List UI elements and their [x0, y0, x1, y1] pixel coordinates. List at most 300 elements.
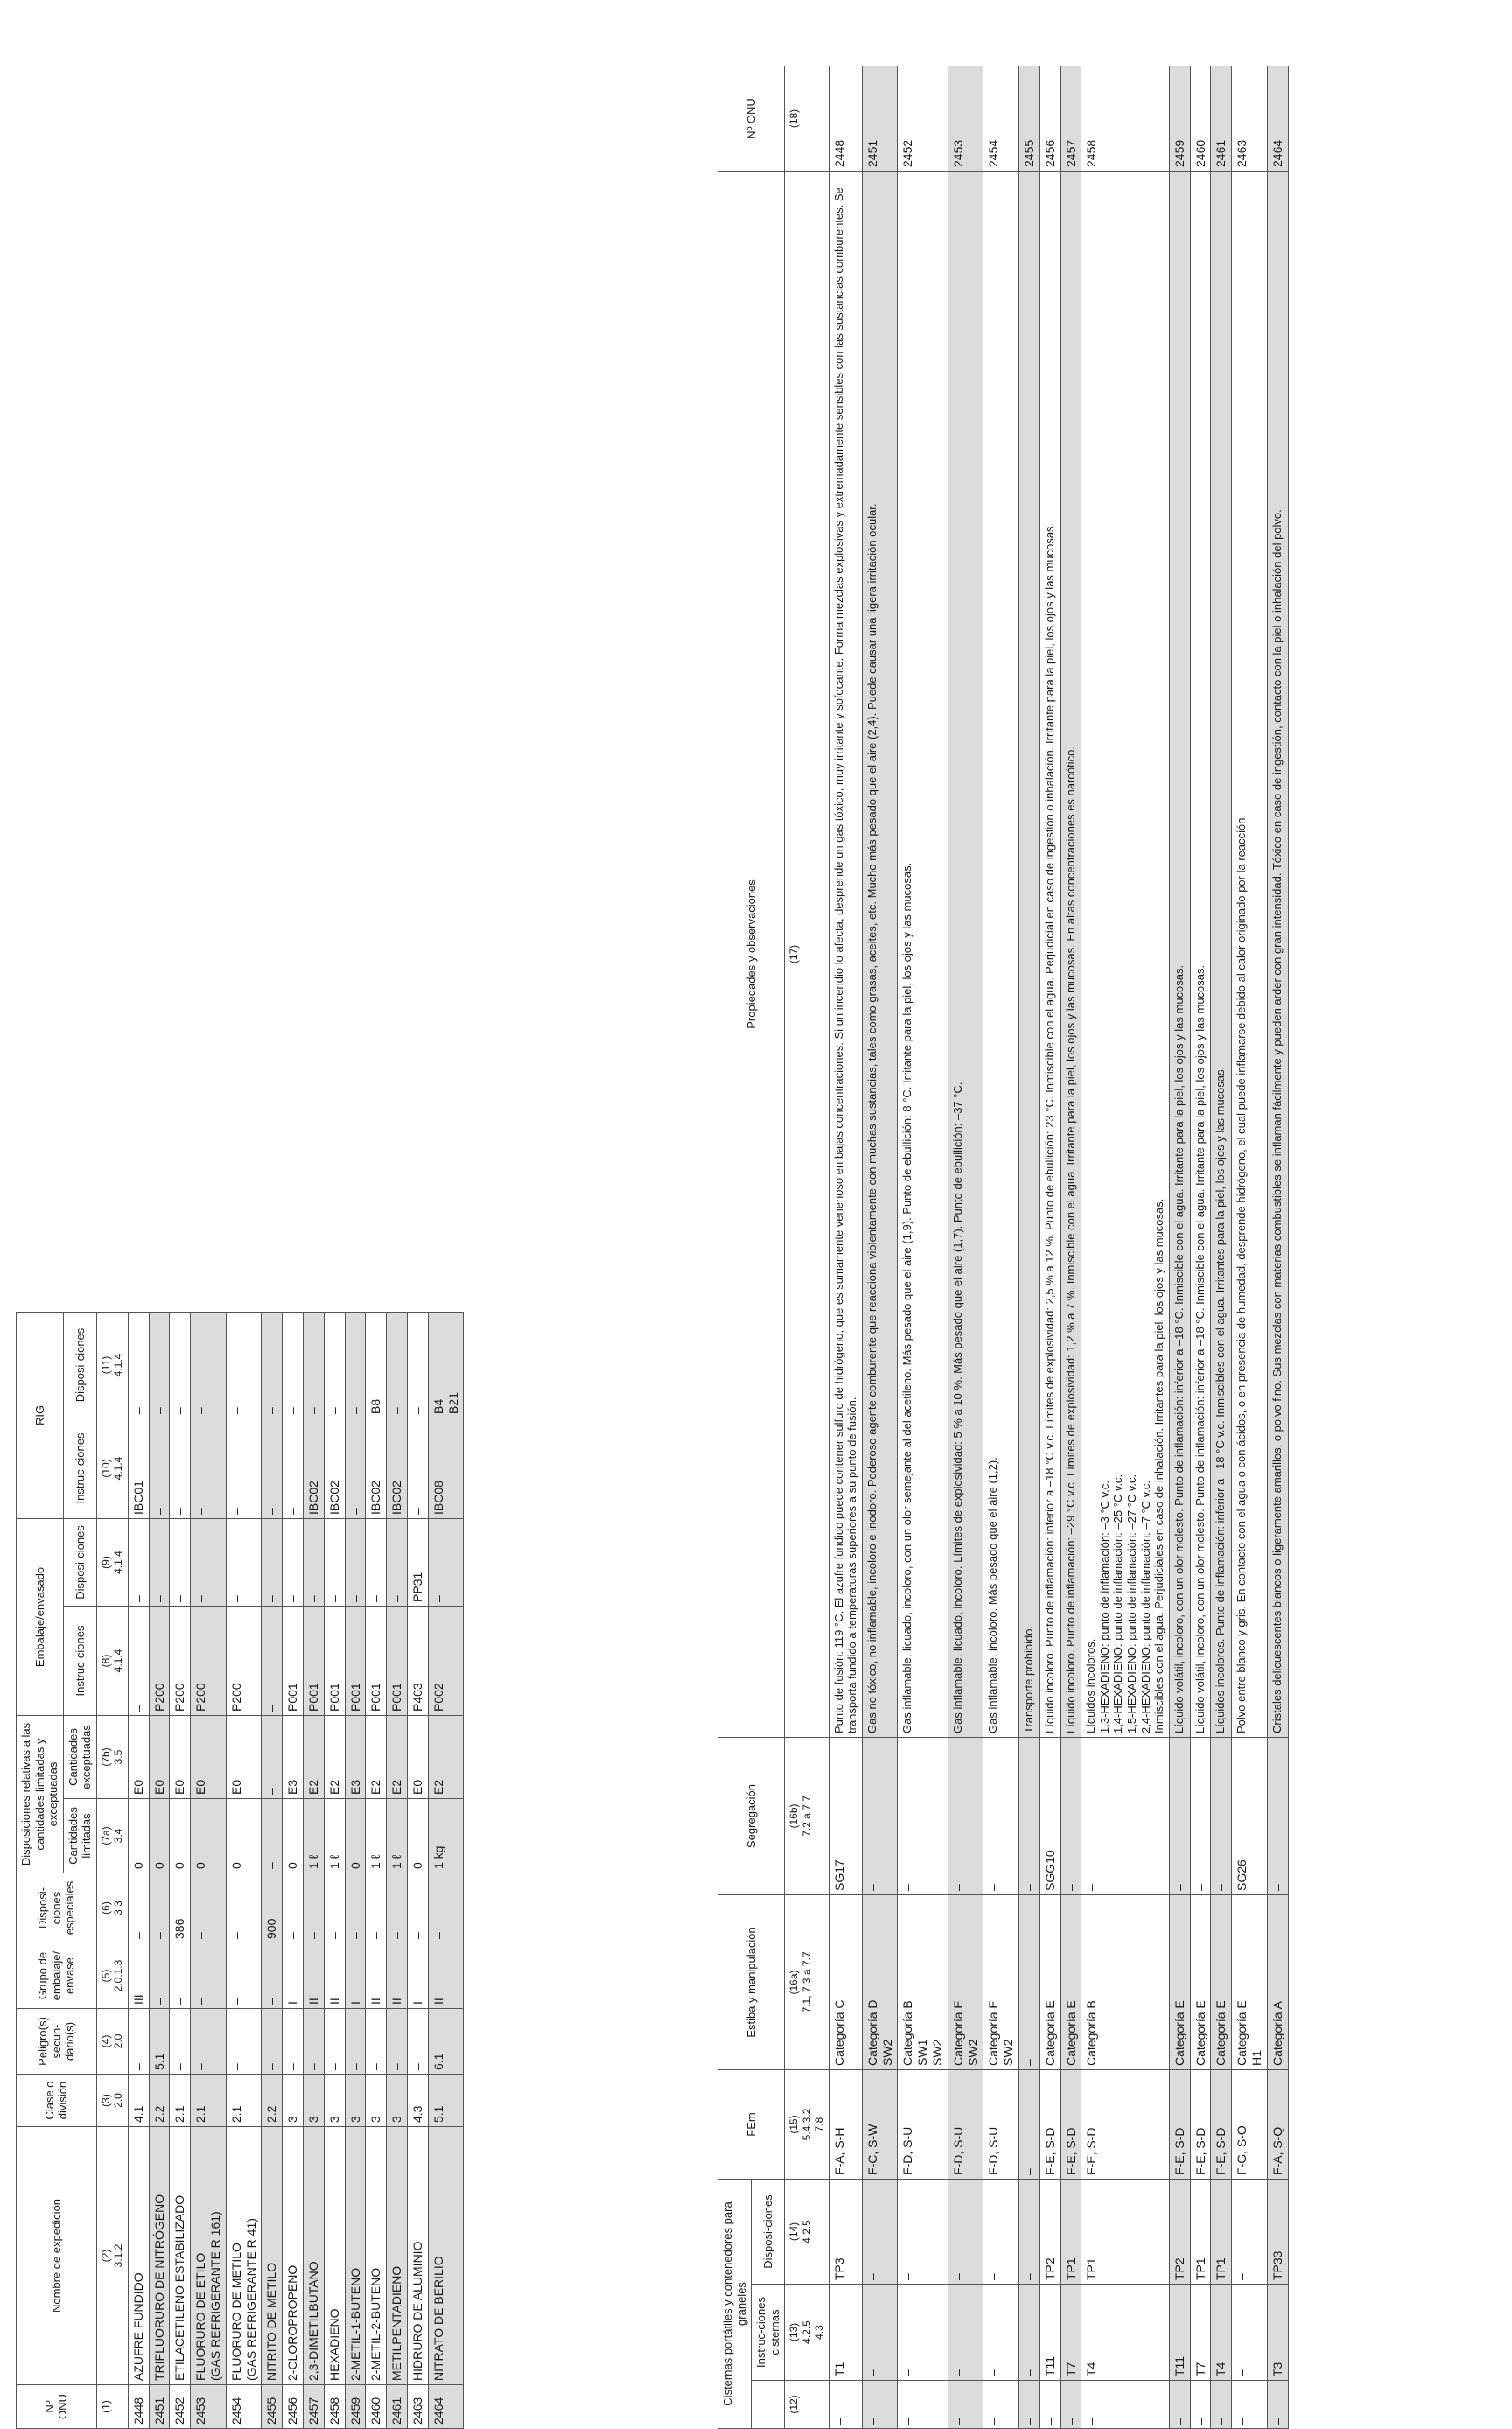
tank-provision-cell: –	[1018, 2179, 1040, 2284]
shipping-name-cell: FLUORURO DE METILO (GAS REFRIGERANTE R 41)	[226, 2127, 262, 2385]
ibc-instruction-cell: IBC02	[366, 1418, 387, 1518]
excepted-quantity-cell: E0	[149, 1715, 170, 1798]
header-cis-disposiciones: Disposi-ciones	[752, 2179, 785, 2284]
table-row	[366, 1312, 387, 2428]
excepted-quantity-cell: E2	[387, 1715, 408, 1798]
ems-cell: F-E, S-D	[1211, 2069, 1232, 2179]
tank-instruction-cell: T7	[1190, 2285, 1211, 2381]
excepted-quantity-cell: E3	[283, 1715, 304, 1798]
stowage-cell: Categoría E	[1211, 1894, 1232, 2069]
column-number: (11) 4.1.4	[96, 1312, 128, 1418]
ibc-provision-cell: B4 B21	[428, 1312, 464, 1418]
properties-cell: Gas no tóxico, no inflamable, incoloro e inodoro. Poderoso agente comburente que reacciona violentamente con muchas sustancias, tales como grasas, aceites, etc. Mucho más pesado que el aire (2,4). Puede causar una ligera irritación ocular.	[862, 171, 898, 1737]
class-cell: 3	[366, 2075, 387, 2127]
packing-instruction-cell: P001	[387, 1606, 408, 1715]
packing-provision-cell: –	[324, 1518, 345, 1606]
limited-quantity-cell: 0	[128, 1799, 149, 1873]
table-row	[1267, 66, 1288, 2428]
ibc-instruction-cell: –	[170, 1418, 191, 1518]
limited-quantity-cell: 0	[345, 1799, 366, 1873]
ibc-provision-cell: –	[191, 1312, 227, 1418]
column-number: (15) 5.4.3.2 7.8	[785, 2069, 829, 2179]
ems-cell: F-D, S-U	[984, 2069, 1019, 2179]
column-12-cell: –	[829, 2381, 862, 2429]
tank-instruction-cell: –	[984, 2285, 1019, 2381]
subsidiary-hazard-cell: –	[324, 2009, 345, 2075]
header-onu: Nº ONU	[718, 66, 785, 171]
table-row	[1082, 66, 1170, 2428]
special-provisions-cell: –	[283, 1873, 304, 1943]
onu-cell: 2451	[149, 2385, 170, 2429]
segregation-cell: –	[862, 1737, 898, 1894]
packing-provision-cell: –	[428, 1518, 464, 1606]
onu-cell: 2455	[1018, 66, 1040, 171]
header-cis-instrucciones: Instruc-ciones cisternas	[752, 2285, 785, 2381]
header-blank	[752, 2381, 785, 2429]
class-cell: 5.1	[428, 2075, 464, 2127]
ems-cell: F-E, S-D	[1082, 2069, 1170, 2179]
subsidiary-hazard-cell: –	[262, 2009, 283, 2075]
excepted-quantity-cell: E0	[407, 1715, 428, 1798]
shipping-name-cell: 2-CLOROPROPENO	[283, 2127, 304, 2385]
column-12-cell: –	[1169, 2381, 1190, 2429]
subsidiary-hazard-cell: –	[128, 2009, 149, 2075]
stowage-cell: Categoría B SW1 SW2	[898, 1894, 948, 2069]
onu-cell: 2459	[345, 2385, 366, 2429]
packing-group-cell: III	[128, 1943, 149, 2009]
shipping-name-cell: NITRATO DE BERILIO	[428, 2127, 464, 2385]
excepted-quantity-cell: E0	[128, 1715, 149, 1798]
table-row	[428, 1312, 464, 2428]
ibc-provision-cell: –	[170, 1312, 191, 1418]
onu-cell: 2448	[829, 66, 862, 171]
packing-instruction-cell: P001	[366, 1606, 387, 1715]
tank-instruction-cell: T1	[829, 2285, 862, 2381]
header-estiba: Estiba y manipulación	[718, 1894, 785, 2069]
special-provisions-cell: –	[324, 1873, 345, 1943]
packing-provision-cell: –	[170, 1518, 191, 1606]
ibc-provision-cell: –	[262, 1312, 283, 1418]
tank-instruction-cell: T11	[1040, 2285, 1060, 2381]
ems-cell: F-E, S-D	[1190, 2069, 1211, 2179]
onu-cell: 2453	[948, 66, 984, 171]
tank-provision-cell: TP1	[1211, 2179, 1232, 2284]
header-row-1	[718, 66, 752, 2428]
segregation-cell: SG26	[1232, 1737, 1268, 1894]
column-12-cell: –	[1232, 2381, 1268, 2429]
ibc-provision-cell: –	[345, 1312, 366, 1418]
header-rig-group: RIG	[17, 1312, 64, 1518]
table-row	[829, 66, 862, 2428]
column-12-cell: –	[1040, 2381, 1060, 2429]
ibc-instruction-cell: –	[149, 1418, 170, 1518]
ibc-provision-cell: –	[149, 1312, 170, 1418]
packing-provision-cell: –	[149, 1518, 170, 1606]
packing-provision-cell: PP31	[407, 1518, 428, 1606]
packing-instruction-cell: P200	[149, 1606, 170, 1715]
column-number: (14) 4.2.5	[785, 2179, 829, 2284]
segregation-cell: –	[898, 1737, 948, 1894]
stowage-cell: Categoría E	[1169, 1894, 1190, 2069]
ems-cell: F-A, S-Q	[1267, 2069, 1288, 2179]
tank-provision-cell: TP33	[1267, 2179, 1288, 2284]
column-number: (18)	[785, 66, 829, 171]
packing-group-cell: –	[149, 1943, 170, 2009]
ibc-provision-cell: –	[387, 1312, 408, 1418]
onu-cell: 2461	[1211, 66, 1232, 171]
packing-provision-cell: –	[283, 1518, 304, 1606]
header-peligros: Peligro(s) secun-dario(s)	[17, 2009, 97, 2075]
onu-cell: 2457	[303, 2385, 324, 2429]
onu-cell: 2458	[1082, 66, 1170, 171]
segregation-cell: –	[1060, 1737, 1082, 1894]
ibc-instruction-cell: –	[345, 1418, 366, 1518]
properties-cell: Punto de fusión: 119 °C. El azufre fundido puede contener sulfuro de hidrógeno, que es sumamente venenoso en bajas concentraciones. Si un incendio lo afecta, desprende un gas tóxico, muy irritante y sofocante. Forma mezclas explosivas y extremadamente sensibles con las sustancias comburentes. Se transporta fundido a temperaturas superiores a su punto de fusión.	[829, 171, 862, 1737]
properties-cell: Líquido volátil, incoloro, con un olor molesto. Punto de inflamación: inferior a –18 °C. Inmiscible con el agua. Irritante para la piel, los ojos y las mucosas.	[1190, 171, 1211, 1737]
table-body-part-1	[128, 1312, 464, 2428]
ibc-instruction-cell: –	[262, 1418, 283, 1518]
tank-instruction-cell: T11	[1169, 2285, 1190, 2381]
tank-provision-cell: TP1	[1082, 2179, 1170, 2284]
packing-instruction-cell: P200	[170, 1606, 191, 1715]
properties-cell: Líquido incoloro. Punto de inflamación: inferior a –18 °C v.c. Límites de explosividad: 2,5 % a 12 %. Punto de ebullición: 23 °C. Inmiscible con el agua. Perjudicial en caso de ingestión o inhalación. Irritante para la piel, los ojos y las mucosas.	[1040, 171, 1060, 1737]
table-row	[1232, 66, 1268, 2428]
column-12-cell: –	[948, 2381, 984, 2429]
onu-cell: 2451	[862, 66, 898, 171]
column-12-cell: –	[898, 2381, 948, 2429]
onu-cell: 2452	[898, 66, 948, 171]
special-provisions-cell: –	[387, 1873, 408, 1943]
onu-cell: 2456	[1040, 66, 1060, 171]
shipping-name-cell: HIDRURO DE ALUMINIO	[407, 2127, 428, 2385]
packing-group-cell: II	[366, 1943, 387, 2009]
subsidiary-hazard-cell: 6.1	[428, 2009, 464, 2075]
column-number: (2) 3.1.2	[96, 2127, 128, 2385]
header-clase: Clase o división	[17, 2075, 97, 2127]
table-row	[191, 1312, 227, 2428]
header-cant-limitadas: Cantidades limitadas	[63, 1799, 96, 1873]
limited-quantity-cell: 1 kg	[428, 1799, 464, 1873]
table-row	[303, 1312, 324, 2428]
onu-cell: 2464	[1267, 66, 1288, 171]
subsidiary-hazard-cell: –	[366, 2009, 387, 2075]
onu-cell: 2452	[170, 2385, 191, 2429]
header-propiedades: Propiedades y observaciones	[718, 171, 785, 1737]
column-12-cell: –	[1211, 2381, 1232, 2429]
onu-cell: 2454	[984, 66, 1019, 171]
packing-instruction-cell: P200	[191, 1606, 227, 1715]
stowage-cell: Categoría C	[829, 1894, 862, 2069]
stowage-cell: Categoría D SW2	[862, 1894, 898, 2069]
special-provisions-cell: 386	[170, 1873, 191, 1943]
subsidiary-hazard-cell: –	[345, 2009, 366, 2075]
stowage-cell: Categoría E	[1060, 1894, 1082, 2069]
ibc-instruction-cell: –	[226, 1418, 262, 1518]
table-row	[387, 1312, 408, 2428]
stowage-cell: Categoría E SW2	[948, 1894, 984, 2069]
packing-instruction-cell: P200	[226, 1606, 262, 1715]
column-number: (3) 2.0	[96, 2075, 128, 2127]
packing-group-cell: II	[303, 1943, 324, 2009]
column-number: (13) 4.2.5 4.3	[785, 2285, 829, 2381]
onu-cell: 2457	[1060, 66, 1082, 171]
packing-instruction-cell: P001	[345, 1606, 366, 1715]
special-provisions-cell: –	[149, 1873, 170, 1943]
onu-cell: 2460	[1190, 66, 1211, 171]
ibc-instruction-cell: –	[191, 1418, 227, 1518]
shipping-name-cell: NITRITO DE METILO	[262, 2127, 283, 2385]
column-number: (16a) 7.1, 7.3 a 7.7	[785, 1894, 829, 2069]
excepted-quantity-cell: E0	[170, 1715, 191, 1798]
right-table-page	[718, 66, 1496, 2429]
properties-cell: Líquidos incoloros. Punto de inflamación: inferior a –18 °C v.c. Inmiscibles con el agua. Irritantes para la piel, los ojos y las mucosas.	[1211, 171, 1232, 1737]
class-cell: 2.2	[262, 2075, 283, 2127]
properties-cell: Cristales delicuescentes blancos o ligeramente amarillos, o polvo fino. Sus mezclas con materias combustibles se inflaman fácilmente y pueden arder con gran intensidad. Tóxico en caso de ingestión, contacto con la piel o inhalación del polvo.	[1267, 171, 1288, 1737]
ibc-provision-cell: B8	[366, 1312, 387, 1418]
table-row	[324, 1312, 345, 2428]
class-cell: 4.3	[407, 2075, 428, 2127]
subsidiary-hazard-cell: –	[303, 2009, 324, 2075]
packing-group-cell: II	[387, 1943, 408, 2009]
onu-cell: 2463	[1232, 66, 1268, 171]
packing-instruction-cell: P001	[324, 1606, 345, 1715]
onu-cell: 2461	[387, 2385, 408, 2429]
ibc-instruction-cell: IBC08	[428, 1418, 464, 1518]
excepted-quantity-cell: E2	[366, 1715, 387, 1798]
tank-provision-cell: TP2	[1040, 2179, 1060, 2284]
packing-group-cell: I	[283, 1943, 304, 2009]
ems-cell: F-A, S-H	[829, 2069, 862, 2179]
table-row	[407, 1312, 428, 2428]
properties-cell: Transporte prohibido.	[1018, 171, 1040, 1737]
header-cisternas-group: Cisternas portátiles y contenedores para graneles	[718, 2179, 752, 2428]
ibc-provision-cell: –	[283, 1312, 304, 1418]
packing-group-cell: –	[226, 1943, 262, 2009]
table-row	[1060, 66, 1082, 2428]
stowage-cell: Categoría E H1	[1232, 1894, 1268, 2069]
ems-cell: F-G, S-O	[1232, 2069, 1268, 2179]
onu-cell: 2463	[407, 2385, 428, 2429]
column-12-cell: –	[984, 2381, 1019, 2429]
column-number: (17)	[785, 171, 829, 1737]
properties-cell: Gas inflamable, incoloro. Más pesado que el aire (1,2).	[984, 171, 1019, 1737]
table-row	[170, 1312, 191, 2428]
ibc-provision-cell: –	[226, 1312, 262, 1418]
packing-instruction-cell: –	[262, 1606, 283, 1715]
packing-instruction-cell: P002	[428, 1606, 464, 1715]
special-provisions-cell: –	[345, 1873, 366, 1943]
segregation-cell: –	[1018, 1737, 1040, 1894]
tank-instruction-cell: –	[1018, 2285, 1040, 2381]
packing-instruction-cell: –	[128, 1606, 149, 1715]
class-cell: 3	[303, 2075, 324, 2127]
dangerous-goods-list-part-1	[16, 1312, 464, 2429]
shipping-name-cell: ETILACETILENO ESTABILIZADO	[170, 2127, 191, 2385]
packing-instruction-cell: P001	[303, 1606, 324, 1715]
segregation-cell: –	[1190, 1737, 1211, 1894]
packing-instruction-cell: P403	[407, 1606, 428, 1715]
packing-provision-cell: –	[366, 1518, 387, 1606]
class-cell: 4.1	[128, 2075, 149, 2127]
column-number: (10) 4.1.4	[96, 1418, 128, 1518]
class-cell: 3	[324, 2075, 345, 2127]
special-provisions-cell: –	[407, 1873, 428, 1943]
shipping-name-cell: METILPENTADIENO	[387, 2127, 408, 2385]
shipping-name-cell: FLUORURO DE ETILO (GAS REFRIGERANTE R 161)	[191, 2127, 227, 2385]
excepted-quantity-cell: E0	[191, 1715, 227, 1798]
ems-cell: F-E, S-D	[1169, 2069, 1190, 2179]
table-row	[898, 66, 948, 2428]
packing-group-cell: –	[191, 1943, 227, 2009]
table-row	[948, 66, 984, 2428]
shipping-name-cell: 2,3-DIMETILBUTANO	[303, 2127, 324, 2385]
limited-quantity-cell: 0	[226, 1799, 262, 1873]
column-number: (12)	[785, 2381, 829, 2429]
tank-provision-cell: –	[898, 2179, 948, 2284]
ibc-instruction-cell: IBC01	[128, 1418, 149, 1518]
segregation-cell: –	[948, 1737, 984, 1894]
excepted-quantity-cell: –	[262, 1715, 283, 1798]
class-cell: 3	[387, 2075, 408, 2127]
limited-quantity-cell: 1 ℓ	[303, 1799, 324, 1873]
column-number-row	[785, 66, 829, 2428]
onu-cell: 2458	[324, 2385, 345, 2429]
excepted-quantity-cell: E2	[428, 1715, 464, 1798]
subsidiary-hazard-cell: –	[387, 2009, 408, 2075]
packing-provision-cell: –	[128, 1518, 149, 1606]
class-cell: 2.1	[226, 2075, 262, 2127]
class-cell: 3	[345, 2075, 366, 2127]
onu-cell: 2448	[128, 2385, 149, 2429]
dangerous-goods-list-part-2	[718, 66, 1289, 2429]
ibc-instruction-cell: –	[283, 1418, 304, 1518]
header-rig-disposiciones: Disposi-ciones	[63, 1312, 96, 1418]
header-emb-instrucciones: Instruc-ciones	[63, 1606, 96, 1715]
special-provisions-cell: –	[366, 1873, 387, 1943]
limited-quantity-cell: 1 ℓ	[387, 1799, 408, 1873]
packing-provision-cell: –	[191, 1518, 227, 1606]
onu-cell: 2455	[262, 2385, 283, 2429]
class-cell: 3	[283, 2075, 304, 2127]
header-name: Nombre de expedición	[17, 2127, 97, 2385]
packing-instruction-cell: P001	[283, 1606, 304, 1715]
ems-cell: F-E, S-D	[1040, 2069, 1060, 2179]
packing-group-cell: –	[262, 1943, 283, 2009]
segregation-cell: SG17	[829, 1737, 862, 1894]
onu-cell: 2464	[428, 2385, 464, 2429]
header-rig-instrucciones: Instruc-ciones	[63, 1418, 96, 1518]
table-row	[283, 1312, 304, 2428]
special-provisions-cell: –	[128, 1873, 149, 1943]
subsidiary-hazard-cell: –	[226, 2009, 262, 2075]
tank-instruction-cell: –	[898, 2285, 948, 2381]
shipping-name-cell: 2-METIL-1-BUTENO	[345, 2127, 366, 2385]
ems-cell: F-D, S-U	[898, 2069, 948, 2179]
tank-provision-cell: TP1	[1190, 2179, 1211, 2284]
table-row	[984, 66, 1019, 2428]
segregation-cell: SGG10	[1040, 1737, 1060, 1894]
header-grupo: Grupo de embalaje/ envase	[17, 1943, 97, 2009]
stowage-cell: Categoría E SW2	[984, 1894, 1019, 2069]
limited-quantity-cell: 0	[191, 1799, 227, 1873]
ems-cell: –	[1018, 2069, 1040, 2179]
class-cell: 2.1	[170, 2075, 191, 2127]
onu-cell: 2460	[366, 2385, 387, 2429]
column-12-cell: –	[1267, 2381, 1288, 2429]
ems-cell: F-D, S-U	[948, 2069, 984, 2179]
column-number: (4) 2.0	[96, 2009, 128, 2075]
limited-quantity-cell: 0	[407, 1799, 428, 1873]
tank-instruction-cell: –	[862, 2285, 898, 2381]
segregation-cell: –	[1267, 1737, 1288, 1894]
subsidiary-hazard-cell: –	[283, 2009, 304, 2075]
tank-provision-cell: –	[948, 2179, 984, 2284]
column-number: (7a) 3.4	[96, 1799, 128, 1873]
header-embalaje-group: Embalaje/envasado	[17, 1518, 64, 1715]
tank-provision-cell: TP1	[1060, 2179, 1082, 2284]
packing-group-cell: II	[324, 1943, 345, 2009]
limited-quantity-cell: 1 ℓ	[366, 1799, 387, 1873]
shipping-name-cell: TRIFLUORURO DE NITRÓGENO	[149, 2127, 170, 2385]
segregation-cell: –	[1082, 1737, 1170, 1894]
packing-provision-cell: –	[226, 1518, 262, 1606]
ibc-instruction-cell: –	[407, 1418, 428, 1518]
packing-provision-cell: –	[303, 1518, 324, 1606]
ems-cell: F-C, S-W	[862, 2069, 898, 2179]
excepted-quantity-cell: E2	[324, 1715, 345, 1798]
column-12-cell: –	[862, 2381, 898, 2429]
tank-provision-cell: –	[862, 2179, 898, 2284]
tank-provision-cell: TP2	[1169, 2179, 1190, 2284]
packing-group-cell: –	[170, 1943, 191, 2009]
shipping-name-cell: HEXADIENO	[324, 2127, 345, 2385]
header-row-1	[17, 1312, 64, 2428]
table-row	[262, 1312, 283, 2428]
column-number: (1)	[96, 2385, 128, 2429]
column-12-cell: –	[1060, 2381, 1082, 2429]
subsidiary-hazard-cell: –	[170, 2009, 191, 2075]
properties-cell: Gas inflamable, licuado, incoloro. Límites de explosividad: 5 % a 10 %. Más pesado que el aire (1,7). Punto de ebullición: –37 °C.	[948, 171, 984, 1737]
column-number: (5) 2.0.1.3	[96, 1943, 128, 2009]
limited-quantity-cell: 0	[170, 1799, 191, 1873]
table-row	[1169, 66, 1190, 2428]
tank-instruction-cell: T4	[1082, 2285, 1170, 2381]
left-table-page	[16, 1312, 694, 2429]
subsidiary-hazard-cell: –	[407, 2009, 428, 2075]
shipping-name-cell: 2-METIL-2-BUTENO	[366, 2127, 387, 2385]
limited-quantity-cell: 0	[283, 1799, 304, 1873]
tank-provision-cell: –	[1232, 2179, 1268, 2284]
ibc-instruction-cell: IBC02	[387, 1418, 408, 1518]
packing-group-cell: I	[345, 1943, 366, 2009]
onu-cell: 2456	[283, 2385, 304, 2429]
table-row	[149, 1312, 170, 2428]
subsidiary-hazard-cell: 5.1	[149, 2009, 170, 2075]
properties-cell: Polvo entre blanco y gris. En contacto con el agua o con ácidos, o en presencia de humedad, desprende hidrógeno, el cual puede inflamarse debido al calor originado por la reacción.	[1232, 171, 1268, 1737]
column-12-cell: –	[1082, 2381, 1170, 2429]
special-provisions-cell: –	[226, 1873, 262, 1943]
special-provisions-cell: –	[303, 1873, 324, 1943]
special-provisions-cell: –	[191, 1873, 227, 1943]
stowage-cell: Categoría A	[1267, 1894, 1288, 2069]
packing-group-cell: I	[407, 1943, 428, 2009]
column-12-cell: –	[1190, 2381, 1211, 2429]
ibc-instruction-cell: IBC02	[324, 1418, 345, 1518]
stowage-cell: –	[1018, 1894, 1040, 2069]
header-cantidades-group: Disposiciones relativas a las cantidades limitadas y exceptuadas	[17, 1715, 64, 1872]
header-fem: FEm	[718, 2069, 785, 2179]
properties-cell: Líquidos incoloros. 1,3-HEXADIENO: punto de inflamación: –3 °C v.c. 1,4-HEXADIENO: punto de inflamación: –25 °C v.c. 1,5-HEXADIENO: punto de inflamación: –27 °C v.c. 2,4-HEXADIENO: punto de inflamación: –7 °C v.c. Inmiscibles con el agua. Perjudiciales en caso de inhalación. Irritantes para la piel, los ojos y las mucosas.	[1082, 171, 1170, 1737]
